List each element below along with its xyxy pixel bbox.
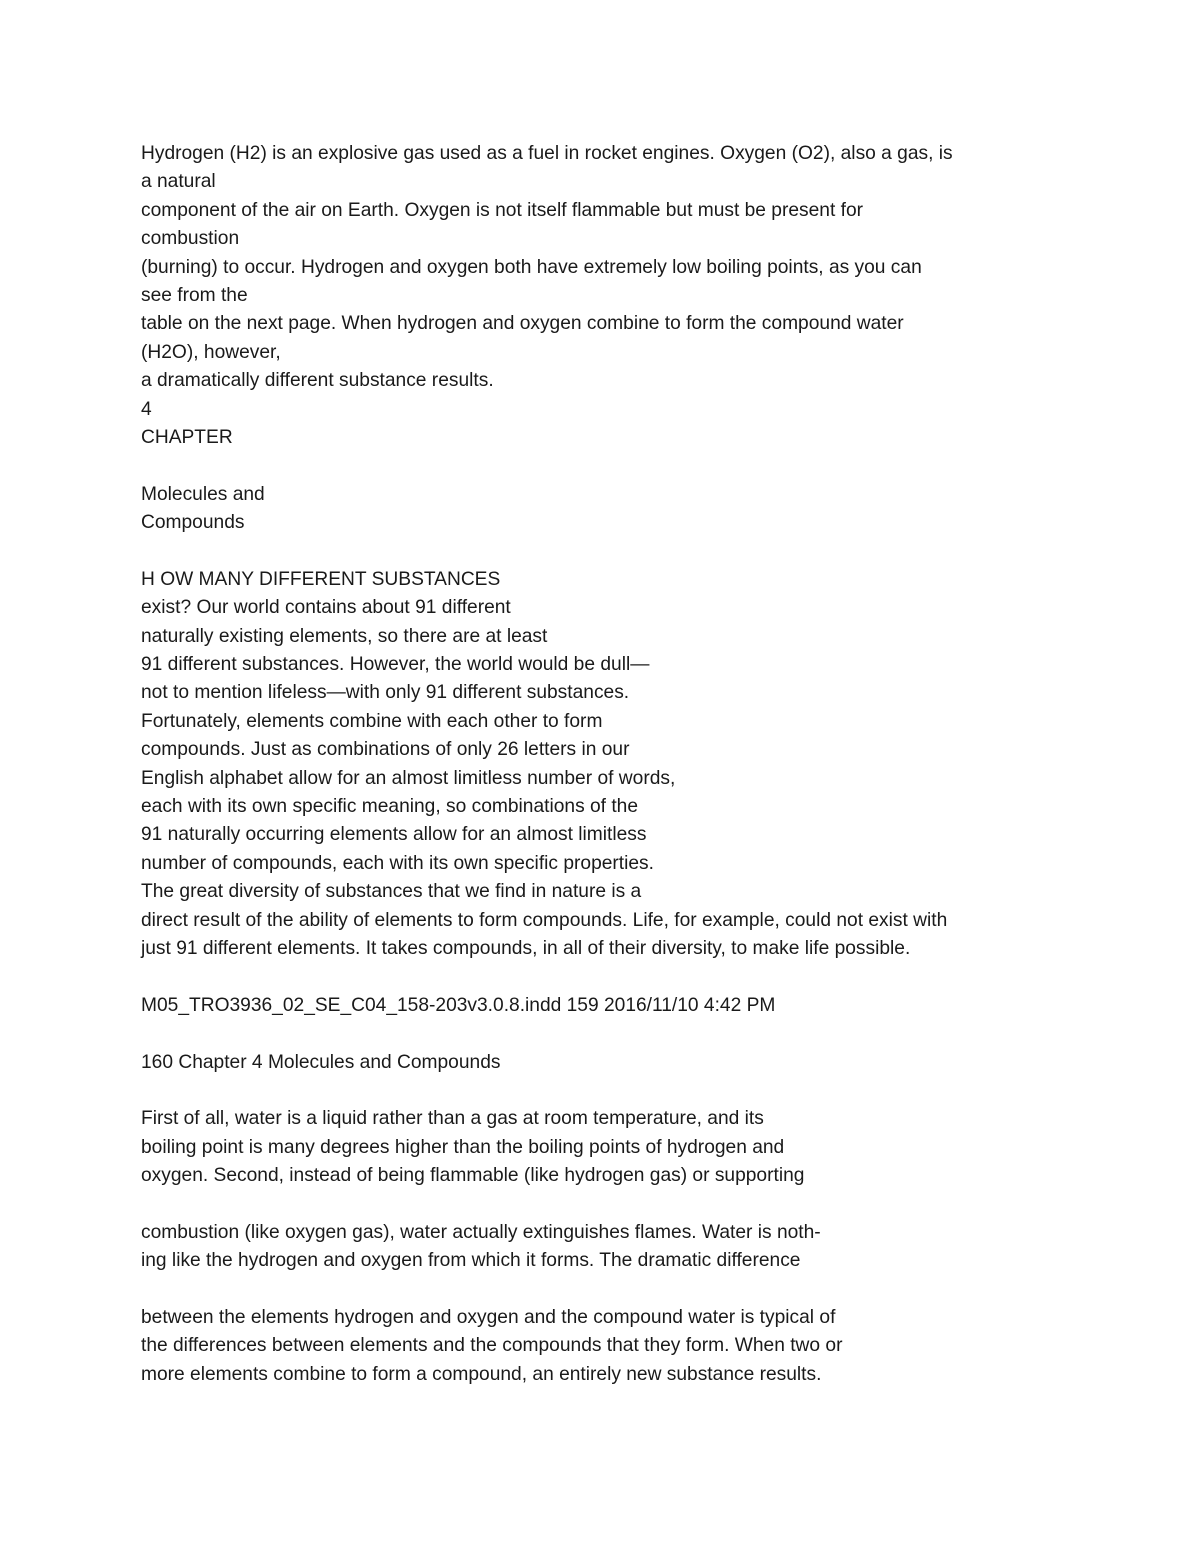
text-line: combustion (like oxygen gas), water actually extinguishes flames. Water is noth-	[141, 1221, 821, 1243]
text-line: a dramatically different substance results.	[141, 370, 494, 392]
text-line: component of the air on Earth. Oxygen is not itself flammable but must be present for	[141, 199, 864, 221]
text-line: number of compounds, each with its own specific properties.	[141, 852, 654, 874]
text-line: (H2O), however,	[141, 341, 281, 363]
blank-line	[141, 1077, 1071, 1105]
text-line: First of all, water is a liquid rather than a gas at room temperature, and its	[141, 1108, 764, 1130]
text-line: the differences between elements and the compounds that they form. When two or	[141, 1335, 843, 1357]
document-text	[141, 140, 1071, 1389]
chapter-heading	[141, 396, 1071, 538]
text-line: between the elements hydrogen and oxygen and the compound water is typical of	[141, 1307, 836, 1329]
text-line: 91 different substances. However, the world would be dull—	[141, 654, 650, 676]
chapter-label: CHAPTER	[141, 426, 233, 448]
text-line: ing like the hydrogen and oxygen from which it forms. The dramatic difference	[141, 1250, 801, 1272]
chapter-number: 4	[141, 398, 152, 420]
text-line: The great diversity of substances that we find in nature is a	[141, 881, 642, 903]
text-line: English alphabet allow for an almost limitless number of words,	[141, 767, 676, 789]
blank-line	[141, 1190, 1071, 1218]
text-line: compounds. Just as combinations of only 26 letters in our	[141, 739, 630, 761]
paragraph-water-liquid	[141, 1105, 1071, 1190]
text-line: exist? Our world contains about 91 different	[141, 597, 511, 619]
text-line: see from the	[141, 284, 248, 306]
file-slug: M05_TRO3936_02_SE_C04_158-203v3.0.8.indd 159 2016/11/10 4:42 PM	[141, 994, 776, 1016]
text-line: combustion	[141, 228, 240, 250]
blank-line	[141, 1276, 1071, 1304]
text-line: a natural	[141, 171, 216, 193]
text-line: each with its own specific meaning, so combinations of the	[141, 795, 639, 817]
text-line: table on the next page. When hydrogen and oxygen combine to form the compound water	[141, 313, 904, 335]
text-line: Hydrogen (H2) is an explosive gas used as a fuel in rocket engines. Oxygen (O2), also a gas, is	[141, 143, 953, 164]
paragraph-hydrogen-oxygen	[141, 140, 1071, 396]
text-line: boiling point is many degrees higher than the boiling points of hydrogen and	[141, 1136, 785, 1158]
paragraph-water-flames	[141, 1219, 1071, 1276]
blank-line	[141, 1020, 1071, 1048]
text-line: H OW MANY DIFFERENT SUBSTANCES	[141, 568, 501, 590]
text-line: not to mention lifeless—with only 91 different substances.	[141, 682, 630, 704]
paragraph-substances	[141, 566, 1071, 963]
chapter-title: Compounds	[141, 512, 245, 534]
text-line: naturally existing elements, so there are at least	[141, 625, 548, 647]
blank-line	[141, 537, 1071, 565]
blank-line	[141, 963, 1071, 991]
blank-line	[141, 452, 1071, 480]
text-line: 91 naturally occurring elements allow for an almost limitless	[141, 824, 647, 846]
text-line: (burning) to occur. Hydrogen and oxygen both have extremely low boiling points, as you can	[141, 256, 922, 278]
text-line: Fortunately, elements combine with each other to form	[141, 710, 603, 732]
text-line: direct result of the ability of elements to form compounds. Life, for example, could not exist with	[141, 909, 948, 931]
text-line: oxygen. Second, instead of being flammable (like hydrogen gas) or supporting	[141, 1165, 805, 1187]
paragraph-elements-compounds	[141, 1304, 1071, 1389]
text-line: just 91 different elements. It takes compounds, in all of their diversity, to make life possible.	[141, 937, 911, 959]
chapter-title: Molecules and	[141, 483, 265, 505]
text-line: more elements combine to form a compound, an entirely new substance results.	[141, 1363, 822, 1385]
running-head: 160 Chapter 4 Molecules and Compounds	[141, 1051, 501, 1073]
